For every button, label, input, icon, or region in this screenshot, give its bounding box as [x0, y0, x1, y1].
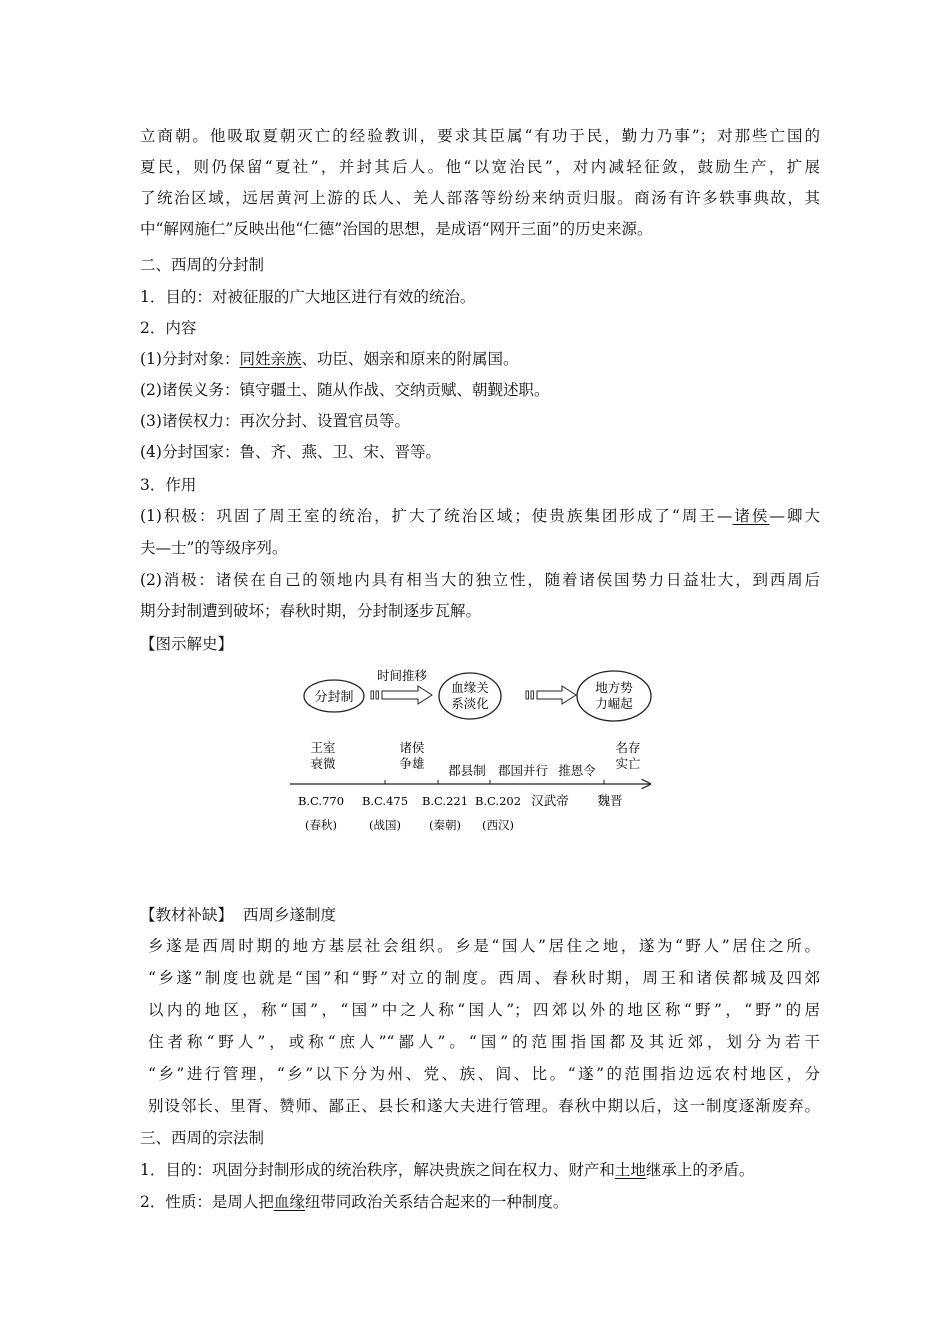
- content-item: (2)诸侯义务：镇守疆土、随从作战、交纳贡赋、朝觐述职。: [140, 381, 550, 399]
- supplement-line: 住者称“野人”，或称“庶人”“鄙人”。“国”的范围指国都及其近郊，划分为若干: [148, 1033, 820, 1051]
- item-text: 继承上的矛盾。: [645, 1161, 755, 1179]
- underlined-term: 诸侯: [732, 507, 770, 525]
- item-text: —卿大: [769, 507, 820, 525]
- paragraph: [140, 1160, 820, 1180]
- paragraph: 1．目的：对被征服的广大地区进行有效的统治。: [140, 288, 476, 306]
- item-text: 纽带同政治关系结合起来的一种制度。: [304, 1193, 569, 1211]
- timeline-event: 衰微: [310, 756, 336, 771]
- subheading: 3．作用: [140, 476, 197, 494]
- intro-line: 了统治区域，远居黄河上游的氐人、羌人部落等纷纷来纳贡归服。商汤有许多轶事典故，其: [140, 189, 820, 207]
- content-item: (3)诸侯权力：再次分封、设置官员等。: [140, 412, 410, 430]
- subheading: 2．内容: [140, 319, 197, 337]
- timeline-period: (战国): [369, 818, 401, 832]
- timeline-period: (秦朝): [429, 818, 461, 832]
- supplement-line: “乡”进行管理，“乡”以下分为州、党、族、闾、比。“遂”的范围指边远农村地区，分: [148, 1065, 820, 1083]
- timeline-event: 推恩令: [558, 763, 596, 778]
- paragraph: [140, 1192, 820, 1212]
- item-text: (1)积极：巩固了周王室的统治，扩大了统治区域；使贵族集团形成了“周王—: [140, 507, 733, 525]
- double-arrow-icon: [526, 686, 576, 704]
- timeline-event: 实亡: [615, 756, 641, 771]
- item-prefix: (1)分封对象：: [140, 350, 240, 368]
- timeline-date: B.C.770: [297, 794, 345, 808]
- effect-item: 期分封制遭到破坏；春秋时期，分封制逐步瓦解。: [140, 602, 482, 620]
- supplement-line: 乡遂是西周时期的地方基层社会组织。乡是“国人”居住之地，遂为“野人”居住之所。: [148, 937, 820, 955]
- timeline-date: B.C.475: [361, 794, 409, 808]
- node-blood-ties-label: 血缘关: [451, 680, 489, 695]
- underlined-term: 同姓亲族: [239, 350, 302, 368]
- effect-item: 夫—士”的等级序列。: [140, 539, 288, 557]
- effect-item: (2)消极：诸侯在自己的领地内具有相当大的独立性，随着诸侯国势力日益壮大，到西周后: [140, 571, 820, 589]
- timeline-event: 郡县制: [448, 763, 486, 778]
- arrow-label: 时间推移: [376, 668, 428, 683]
- item-text: 2．性质：是周人把: [140, 1193, 274, 1211]
- double-arrow-icon: [371, 686, 432, 704]
- timeline-period: (西汉): [482, 818, 514, 832]
- intro-line: 立商朝。他吸取夏朝灭亡的经验教训，要求其臣属“有功于民，勤力乃事”；对那些亡国的: [140, 127, 820, 145]
- section-heading: 三、西周的宗法制: [140, 1129, 265, 1147]
- node-blood-ties-label: 系淡化: [451, 696, 489, 711]
- item-text: 1．目的：巩固分封制形成的统治秩序，解决贵族之间在权力、财产和: [140, 1161, 615, 1179]
- supplement-line: 以内的地区，称“国”，“国”中之人称“国人”；四郊以外的地区称“野”，“野”的居: [148, 1001, 820, 1019]
- timeline-date: 魏晋: [597, 793, 623, 808]
- timeline-event: 郡国并行: [497, 763, 549, 778]
- supplement-title: 西周乡遂制度: [243, 906, 337, 924]
- intro-line: 夏民，则仍保留“夏社”，并封其后人。他“以宽治民”，对内减轻征敛，鼓励生产，扩展: [140, 158, 820, 176]
- item-text: 、功臣、姻亲和原来的附属国。: [301, 350, 519, 368]
- supplement-heading: [140, 905, 820, 925]
- supplement-line: “乡遂”制度也就是“国”和“野”对立的制度。西周、春秋时期，周王和诸侯都城及四郊: [148, 969, 820, 987]
- underlined-term: 土地: [614, 1161, 646, 1179]
- content-item: (4)分封国家：鲁、齐、燕、卫、宋、晋等。: [140, 443, 441, 461]
- supplement-tag: 【教材补缺】: [140, 906, 234, 924]
- timeline-event: 争雄: [399, 756, 425, 771]
- timeline-date: B.C.221: [421, 794, 469, 808]
- node-local-power-label: 地方势: [595, 680, 633, 695]
- timeline-date: B.C.202: [474, 794, 522, 808]
- timeline-event: 名存: [615, 740, 641, 755]
- node-local-power-label: 力崛起: [595, 696, 633, 711]
- effect-item: [140, 506, 820, 526]
- diagram-heading: 【图示解史】: [140, 635, 234, 653]
- underlined-term: 血缘: [273, 1193, 305, 1211]
- supplement-line: 别设邻长、里胥、赞师、鄙正、县长和遂大夫进行管理。春秋中期以后，这一制度逐渐废弃。: [148, 1097, 820, 1115]
- timeline-period: (春秋): [305, 818, 337, 832]
- timeline-event: 王室: [310, 740, 336, 755]
- content-item: [140, 349, 820, 369]
- section-heading: 二、西周的分封制: [140, 256, 265, 274]
- intro-line: 中“解网施仁”反映出他“仁德”治国的思想，是成语“网开三面”的历史来源。: [140, 220, 653, 238]
- timeline-date: 汉武帝: [531, 793, 569, 808]
- timeline-event: 诸侯: [399, 740, 425, 755]
- node-feudal-system-label: 分封制: [314, 690, 354, 705]
- history-diagram: [290, 664, 670, 844]
